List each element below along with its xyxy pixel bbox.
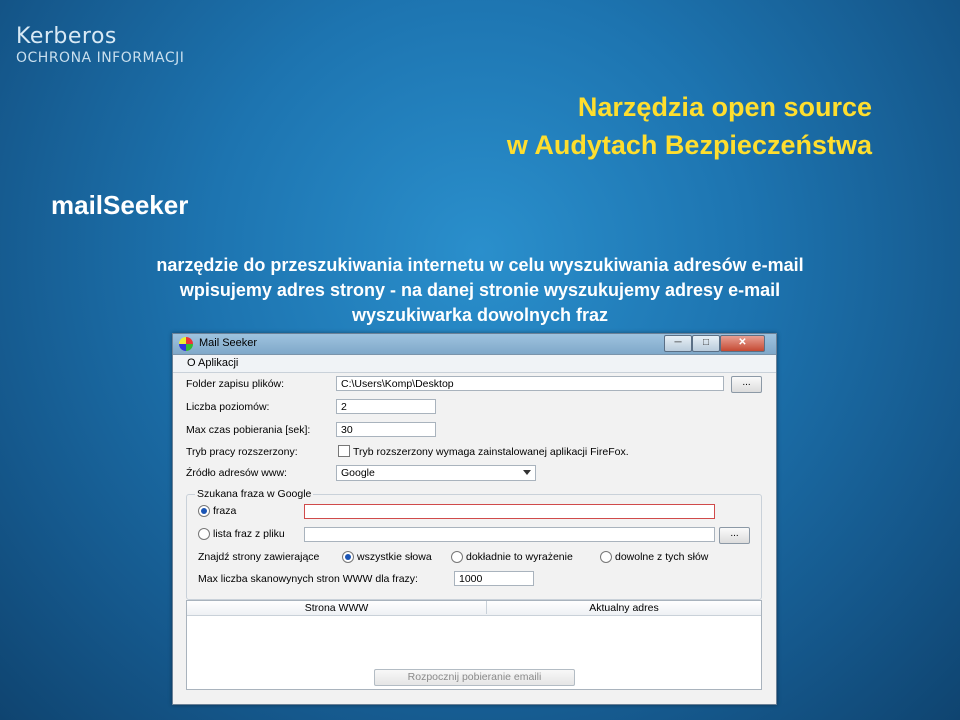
menu-bar bbox=[173, 355, 776, 373]
extended-mode-checkbox[interactable] bbox=[338, 445, 350, 457]
folder-label: Folder zapisu plików: bbox=[186, 378, 285, 390]
description-text bbox=[0, 253, 960, 328]
levels-label: Liczba poziomów: bbox=[186, 401, 270, 413]
logo-subtitle: OCHRONA INFORMACJI bbox=[16, 50, 185, 66]
folder-browse-button[interactable]: ... bbox=[731, 376, 762, 393]
mail-seeker-window bbox=[172, 333, 777, 705]
source-select[interactable] bbox=[336, 465, 536, 481]
column-header-current-address[interactable]: Aktualny adres bbox=[589, 602, 659, 614]
google-phrase-group bbox=[186, 488, 762, 600]
results-table-header bbox=[187, 601, 761, 616]
match-any-label: dowolne z tych słów bbox=[615, 551, 709, 563]
description-line: wpisujemy adres strony - na danej stronie wyszukujemy adresy e-mail bbox=[179, 280, 781, 300]
source-label: Źródło adresów www: bbox=[186, 467, 287, 479]
find-pages-label: Znajdź strony zawierające bbox=[198, 551, 320, 563]
phrase-list-browse-button[interactable]: ... bbox=[719, 527, 750, 544]
kerberos-logo bbox=[16, 26, 184, 66]
logo-name: Kerberos bbox=[16, 24, 117, 49]
window-content bbox=[173, 373, 776, 704]
app-icon bbox=[179, 337, 193, 351]
slide-title-line1: Narzędzia open source bbox=[577, 92, 872, 122]
match-any-radio[interactable] bbox=[600, 551, 612, 563]
close-button[interactable]: ✕ bbox=[720, 335, 765, 352]
folder-input[interactable]: C:\Users\Komp\Desktop bbox=[336, 376, 724, 391]
max-pages-input[interactable]: 1000 bbox=[454, 571, 534, 586]
minimize-button[interactable]: ─ bbox=[664, 335, 692, 352]
extended-mode-checkbox-label: Tryb rozszerzony wymaga zainstalowanej aplikacji FireFox. bbox=[353, 446, 629, 458]
match-all-words-label: wszystkie słowa bbox=[357, 551, 432, 563]
source-select-value: Google bbox=[341, 467, 375, 479]
chevron-down-icon bbox=[523, 470, 531, 475]
maximize-button[interactable]: □ bbox=[692, 335, 720, 352]
description-line: narzędzie do przeszukiwania internetu w celu wyszukiwania adresów e-mail bbox=[156, 255, 804, 275]
column-header-website[interactable]: Strona WWW bbox=[187, 601, 487, 614]
phrase-list-input[interactable] bbox=[304, 527, 715, 542]
slide-title-line2: w Audytach Bezpieczeństwa bbox=[506, 130, 872, 160]
phrase-radio-label: fraza bbox=[213, 505, 237, 517]
app-name-heading: mailSeeker bbox=[51, 190, 189, 220]
window-titlebar[interactable] bbox=[173, 334, 776, 355]
phrase-list-radio[interactable] bbox=[198, 528, 210, 540]
match-exact-radio[interactable] bbox=[451, 551, 463, 563]
slide-title bbox=[507, 88, 872, 164]
extended-mode-label: Tryb pracy rozszerzony: bbox=[186, 446, 298, 458]
phrase-list-radio-label: lista fraz z pliku bbox=[213, 528, 285, 540]
max-time-input[interactable]: 30 bbox=[336, 422, 436, 437]
max-time-label: Max czas pobierania [sek]: bbox=[186, 424, 311, 436]
group-title: Szukana fraza w Google bbox=[197, 488, 312, 500]
max-pages-label: Max liczba skanowynych stron WWW dla frazy: bbox=[198, 573, 418, 585]
match-exact-label: dokładnie to wyrażenie bbox=[466, 551, 573, 563]
description-line: wyszukiwarka dowolnych fraz bbox=[351, 305, 609, 325]
phrase-radio[interactable] bbox=[198, 505, 210, 517]
match-all-words-radio[interactable] bbox=[342, 551, 354, 563]
menu-item-about[interactable]: O Aplikacji bbox=[187, 357, 239, 369]
phrase-input[interactable] bbox=[304, 504, 715, 519]
start-download-button[interactable]: Rozpocznij pobieranie emaili bbox=[374, 669, 575, 686]
window-title: Mail Seeker bbox=[199, 337, 258, 349]
levels-input[interactable]: 2 bbox=[336, 399, 436, 414]
